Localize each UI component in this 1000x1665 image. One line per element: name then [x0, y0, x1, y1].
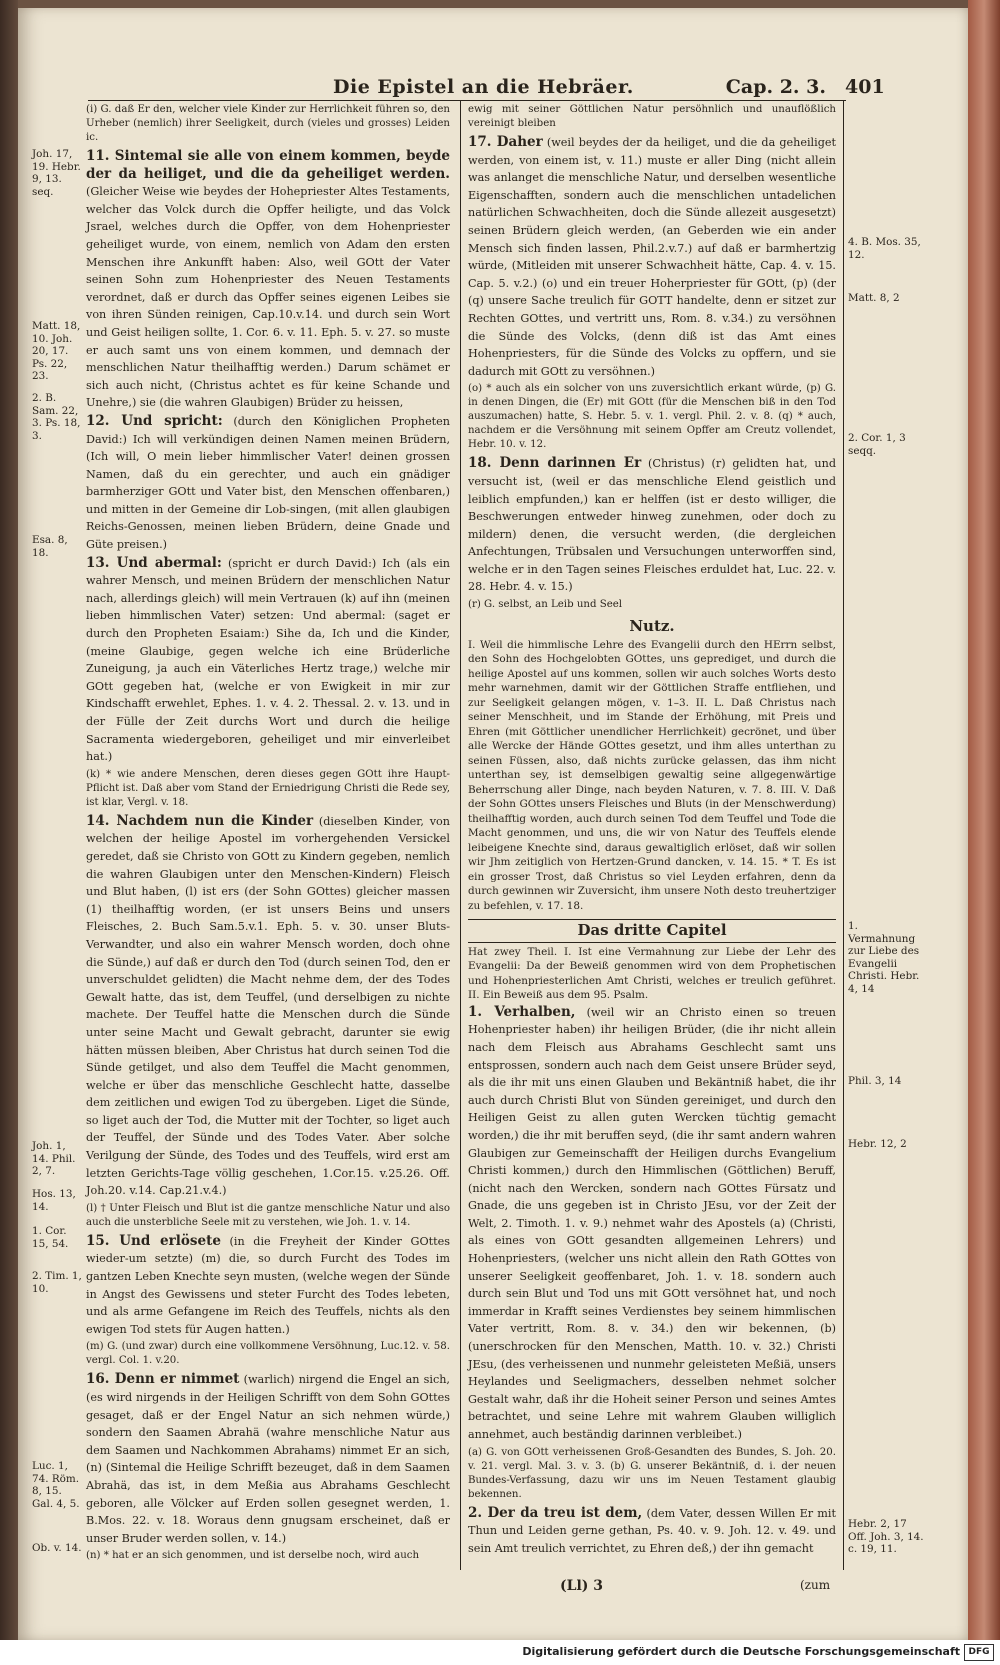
verse-paragraph: [468, 638, 836, 914]
verse-text: Nutz.: [629, 617, 675, 636]
margin-reference: Joh. 1, 14. Phil. 2, 7.: [32, 1140, 76, 1177]
margin-reference: Hos. 13, 14.: [32, 1188, 76, 1213]
verse-paragraph: [468, 455, 836, 596]
page-number: 401: [845, 76, 885, 98]
verse-text: (weil wir an Christo einen so treuen Hohenpriester haben) ihr heiligen Brüder, (die ihr nicht allein nach dem Fleisch aus Abrahams Geschlecht samt uns entsprossen, sondern auch nach dem Geist unsere Brüder seyd, als die ihr mit uns einen Glauben und Bekäntniß habet, die ihr auch durch Christi Blut von Sünden gereiniget, und durch den Heiligen Geist zu allen guten Wercken tüchtig gemacht worden,) die ihr mit beruffen seyd, (die ihr samt andern wahren Glaubigen zur Gemeinschafft der Heiligen durchs Evangelium Christi kommen,) durch den Himmlischen (Göttlichen) Beruff, (nicht nach den Wercken, sondern nach GOttes Fürsatz und Gnade, die uns gegeben ist in Christo JEsu, vor der Zeit der Welt, 2. Timoth. 1. v. 9.) nehmet wahr des Apostels (a) (Christi, als eines von GOtt gesandten allgemeinen Lehrers) und Hohenpriesters, (welcher uns nicht allein den Rath GOttes von unserer Seeligkeit geoffenbaret, Joh. 1. v. 18. sondern auch durch sein Blut und Tod uns mit GOtt versöhnet hat, und noch immerdar in Krafft seines Verdienstes bey seinem himmlischen Vater vertritt, Rom. 8. v. 34.) den wir bekennen, (b) (unerschrocken für den Menschen, Matth. 10. v. 32.) Christi JEsu, (des verheissenen und nunmehr geleisteten Meßiä, unsers Heylandes und Seeligmachers, desselben nehmet solcher Gestalt wahr, daß ihr die Hoheit seiner Person und seines Amtes betrachtet, und seine Lehre mit wahrem Glauben williglich annehmet, auch beständig darinnen verbleibet.): [468, 1005, 837, 1441]
verse-lead: 15. Und erlösete: [86, 1232, 221, 1249]
footer-bar: [0, 1640, 1000, 1665]
margin-reference: Esa. 8, 18.: [32, 534, 68, 559]
margin-reference: Hebr. 12, 2: [848, 1138, 907, 1150]
verse-text: (durch den Königlichen Propheten David:) Ich will verkündigen deinen Namen meinen Brüdern, (Ich will, O mein lieber himmlischer Vater! deinen grossen Namen, daß du ein gerechter, und auch ein gnädiger barmherziger GOtt und Vater bist, den Menschen offenbaren,) und mitten in der Gemeine dir Lob-singen, (mit allen glaubigen Reichs-Genossen, meinen lieben Brüdern, deine Gnade und Güte preisen.): [86, 414, 451, 552]
verse-text: (l) † Unter Fleisch und Blut ist die gantze menschliche Natur und also auch die unsterbliche Seele mit zu verstehen, wie Joh. 1. v. 14.: [86, 1202, 450, 1228]
verse-text: (n) * hat er an sich genommen, und ist derselbe noch, wird auch: [86, 1550, 420, 1562]
section-heading: [468, 618, 836, 636]
verse-text: (dieselben Kinder, von welchen der heilige Apostel im vorhergehenden Versickel geredet, daß sie Christo von GOtt zu Kindern gegeben, nemlich die wahren Glaubigen unter den Menschen-Kindern) Fleisch und Blut haben, (l) ist ers (der Sohn GOttes) gleicher massen (1) theilhafftig worden, (er ist unsers Beins und unsers Fleisches, 2. Buch Sam.5.v.1. Eph. 5. v. 30. unser Bluts-Verwandter, und also ein wahrer Mensch worden, doch ohne die Sünde,) auf daß er durch den Tod (durch seinen Tod, den er unverschuldet gelidten) die Macht nehme dem, der des Todes Gewalt hatte, das ist, dem Teuffel, (und derselbigen zu nichte machete. Der Teuffel hatte die Menschen durch die Sünde unter seine Macht und Gewalt gebracht, darunter sie ewig hätten müssen bleiben, Aber Christus hat durch seinen Tod die Sünde getilget, und also dem Teuffel die Macht genommen, welche er über das menschliche Geschlecht hatte, dasselbe dem zeitlichen und ewigen Tod zu übergeben. Liget die Sünde, so liget auch der Tod, die Mutter mit der Tochter, so liget auch der Teuffel, der Sünde und des Todes Vater. Aber solche Verilgung der Sünde, des Todes und des Teuffels, wird erst am letzten Gerichts-Tage völlig geschehen, 1.Cor.15. v.25.26. Off. Joh.20. v.14. Cap.21.v.4.): [86, 814, 450, 1198]
verse-lead: 17. Daher: [468, 134, 543, 150]
verse-text: (o) * auch als ein solcher von uns zuversichtlich erkant würde, (p) G. in denen Dingen, die (Er) mit GOtt (für die Menschen biß in den Tod auszumachen) hatte, S. Hebr. 5. v. 1. vergl. Phil. 2. v. 8. (q) * auch, nachdem er die Versöhnung mit seinem Opffer am Creutz vollendet, Hebr. 10. v. 12.: [468, 383, 836, 451]
verse-paragraph: [86, 813, 450, 1200]
verse-text: (m) G. (und zwar) durch eine vollkommene Versöhnung, Luc.12. v. 58. vergl. Col. 1. v.20.: [86, 1341, 450, 1367]
margin-reference: 2. Cor. 1, 3 seqq.: [848, 432, 906, 457]
margin-reference: 4. B. Mos. 35, 12.: [848, 236, 921, 261]
verse-text: ewig mit seiner Göttlichen Natur persöhnlich und unauflößlich vereinigt bleiben: [468, 104, 836, 129]
dfg-logo: DFG: [964, 1644, 994, 1661]
verse-text: (Christus) (r) gelidten hat, und versucht ist, (weil er das menschliche Elend geistlich und leiblich empfunden,) kan er helffen (ist er desto williger, die Beschwerungen entweder hinweg zunehmen, oder doch zu mildern) denen, die versucht werden, (die dergleichen Anfechtungen, Trübsalen und Versuchungen unterworffen sind, welche er in den Tagen seines Fleisches erduldet hat, Luc. 22. v. 28. Hebr. 4. v. 15.): [468, 457, 836, 594]
verse-text: (k) * wie andere Menschen, deren dieses gegen GOtt ihre Haupt-Pflicht ist. Daß aber vom Stand der Erniedrigung Christi die Rede sey, ist klar, Vergl. v. 18.: [86, 768, 450, 808]
footnote: [86, 1340, 450, 1368]
verse-lead: 1. Verhalben,: [468, 1003, 576, 1020]
margin-reference: Ob. v. 14.: [32, 1542, 82, 1554]
margin-reference: Luc. 1, 74. Röm. 8, 15. Gal. 4, 5.: [32, 1460, 80, 1510]
right-column: [468, 101, 836, 1558]
footer-credit: Digitalisierung gefördert durch die Deutsche Forschungsgemeinschaft: [522, 1645, 960, 1658]
verse-paragraph: [86, 1233, 450, 1339]
verse-text: Hat zwey Theil. I. Ist eine Vermahnung zur Liebe der Lehr des Evangelii: Da der Beweiß genommen wird von dem Prophetischen und Hohenpriesterlichen Amt Christi, welches er treulich geführet. II. Ein Beweiß aus dem 95. Psalm.: [468, 945, 836, 1002]
verse-paragraph: [468, 134, 836, 380]
verse-lead: 14. Nachdem nun die Kinder: [86, 812, 314, 829]
footnote: [86, 768, 450, 810]
verse-text: (Gleicher Weise wie beydes der Hohepriester Altes Testaments, welcher das Volck durch die Opffer heiligte, und das Volck Jsrael, welches durch die Opffer, von dem Hohenpriester geheiliget wurde, von einem, nemlich von Adam den ersten Menschen ihre Ankunfft haben: Also, weil GOtt der Vater seinen Sohn zum Hohenpriester des Neuen Testaments verordnet, daß er durch das Opffer seines eigenen Leibes sie von ihren Sünden reinigen, Cap.10.v.14. und durch sein Wort und Geist heiligen sollte, 1. Cor. 6. v. 11. Eph. 5. v. 27. so muste er auch samt uns von einem kommen, und demnach der menschlichen Natur theilhafftig werden.) Darum schämet er sich auch nicht, (Christus achtet es für keine Schande und Unehre,) sie (die wahren Glaubigen) Brüder zu heissen,: [86, 185, 450, 410]
margin-reference: 1. Cor. 15, 54.: [32, 1225, 69, 1250]
verse-text: (spricht er durch David:) Ich (als ein wahrer Mensch, und meinen Brüdern der menschlichen Natur nach, allerdings gleich) will mein Vertrauen (k) auf ihn (meinen lieben himmlischen Vater) setzen: Und abermal: (saget er durch den Propheten Esaiam:) Sihe da, Ich und die Kinder, (meine Glaubige, gegen welche ich eine Brüderliche Zuneigung, ja auch ein Väterliches Hertz trage,) welche mir GOtt gegeben hat, (welche er von Ewigkeit in mir zur Kindschafft erwehlet, Ephes. 1. v. 4. 2. Thessal. 2. v. 13. und in der Fülle der Zeit durchs Wort und durch die heilige Sacramenta wiedergeboren, geheiliget und mir einverleibet hat.): [86, 556, 450, 764]
margin-reference: 2. B. Sam. 22, 3. Ps. 18, 3.: [32, 392, 81, 442]
verse-text: (i) G. daß Er den, welcher viele Kinder zur Herrlichkeit führen so, den Urheber (nemlich) ihrer Seeligkeit, durch (vieles und grosses) Leiden ic.: [86, 104, 450, 143]
section-heading: [468, 919, 836, 943]
footnote: [86, 103, 450, 145]
margin-reference: Matt. 8, 2: [848, 292, 900, 304]
footnote: [86, 1549, 450, 1563]
verse-lead: 12. Und spricht:: [86, 412, 223, 429]
verse-paragraph: [86, 555, 450, 766]
verse-lead: 13. Und abermal:: [86, 554, 222, 571]
verse-paragraph: [468, 1004, 836, 1444]
book-edge: [968, 0, 1000, 1665]
catchword: (zum: [800, 1578, 831, 1592]
margin-reference: Hebr. 2, 17 Off. Joh. 3, 14. c. 19, 11.: [848, 1518, 924, 1555]
verse-text: (warlich) nirgend die Engel an sich, (es wird nirgends in der Heiligen Schrifft von dem Sohn GOttes gesaget, daß er der Engel Natur an sich nehmen würde,) sondern den Saamen Abrahä (wahre menschliche Natur aus dem Saamen und Nachkommen Abrahams) nimmet Er an sich, (n) (Sintemal die Heilige Schrifft bezeuget, daß in dem Saamen Abrahä, das ist, in dem Meßia aus Abrahams Geschlecht geboren, alle Völcker auf Erden sollen gesegnet werden, 1. B.Mos. 22. v. 18. Woraus denn gnugsam erscheinet, daß er unser Bruder werden sollen, v. 14.): [86, 1373, 450, 1545]
footnote: [468, 382, 836, 452]
verse-lead: 2. Der da treu ist dem,: [468, 1504, 643, 1521]
header-title: Die Epistel an die Hebräer.: [333, 76, 634, 98]
verse-paragraph: [86, 1371, 450, 1547]
margin-reference: Joh. 17, 19. Hebr. 9, 13. seq.: [32, 148, 81, 198]
verse-lead: 18. Denn darinnen Er: [468, 455, 642, 472]
footnote: [468, 103, 836, 131]
verse-text: (weil beydes der da heiliget, und die da geheiliget werden, von einem ist, v. 11.) muste er aller Ding (nicht allein was anlanget die menschliche Natur, und derselben wesentliche Eigenschafften, sondern auch die menschlichen untadelichen natürlichen Schwachheiten, doch die Sünde allezeit ausgesetzt) seinen Brüdern gleich werden, (an Geberden wie ein ander Mensch sich finden lassen, Phil.2.v.7.) auf daß er barmhertzig würde, (Mitleiden mit unserer Schwachheit hätte, Cap. 4. v. 15. Cap. 5. v.2.) (o) und ein treuer Hoherpriester für GOtt, (p) (der (q) unsere Sache treulich für GOTT handelte, denn er sitzet zur Rechten GOttes, und vertritt uns, Rom. 8. v.34.) zu versöhnen die Sünde des Volcks, (denn diß ist das Amt eines Hohenpriesters, für die Sünde des Volcks zu opffern, und sie dadurch mit GOtt zu versöhnen.): [468, 136, 836, 378]
verse-paragraph: [468, 1505, 836, 1558]
margin-reference: 2. Tim. 1, 10.: [32, 1270, 82, 1295]
signature-mark: (Ll) 3: [560, 1578, 604, 1594]
left-column: [86, 101, 450, 1566]
header-chapter: Cap. 2. 3.: [725, 76, 826, 98]
margin-reference: 1. Vermahnung zur Liebe des Evangelii Christi. Hebr. 4, 14: [848, 920, 920, 995]
footnote: [468, 598, 836, 612]
verse-text: (r) G. selbst, an Leib und Seel: [468, 599, 623, 611]
verse-text: Das dritte Capitel: [577, 921, 727, 940]
margin-reference: Phil. 3, 14: [848, 1075, 902, 1087]
verse-paragraph: [86, 148, 450, 412]
verse-text: (in die Freyheit der Kinder GOttes wieder-um setzte) (m) die, so durch Furcht des Todes im gantzen Leben Knechte seyn musten, (welche wegen der Sünde in Angst des Gewissens und steter Furcht des Todes lebeten, und als arme Gefangene im Reich des Teuffels, nichts als den ewigen Tod stets für Augen hatten.): [86, 1234, 450, 1336]
verse-paragraph: [86, 413, 450, 554]
verse-lead: 11. Sintemal sie alle von einem kommen, beyde der da heiliget, und die da geheiliget werden.: [86, 148, 450, 182]
footnote: [86, 1202, 450, 1230]
verse-paragraph: [468, 945, 836, 1003]
verse-text: (dem Vater, dessen Willen Er mit Thun und Leiden gerne gethan, Ps. 40. v. 9. Joh. 12. v. 49. und sein Amt treulich verrichtet, zu Ehren deß,) der ihn gemacht: [468, 1506, 836, 1555]
verse-lead: 16. Denn er nimmet: [86, 1371, 240, 1388]
verse-text: (a) G. von GOtt verheissenen Groß-Gesandten des Bundes, S. Joh. 20. v. 21. vergl. Mal. 3. v. 3. (b) G. unserer Bekäntniß, d. i. der neuen Bundes-Verfassung, dazu wir uns im Neuen Testament glaubig bekennen.: [468, 1446, 836, 1500]
column-rule: [460, 100, 461, 1570]
margin-rule: [843, 100, 844, 1570]
running-header: [88, 76, 846, 101]
footnote: [468, 1446, 836, 1502]
margin-reference: Matt. 18, 10. Joh. 20, 17. Ps. 22, 23.: [32, 320, 81, 382]
verse-text: I. Weil die himmlische Lehre des Evangelii durch den HErrn selbst, den Sohn des Hochgelobten GOttes, uns geprediget, und durch die heilige Apostel auf uns kommen, sollen wir auch solches Worts desto mehr warnehmen, damit wir der Göttlichen Straffe entfliehen, und zur Seeligkeit gelangen mögen, v. 1–3. II. L. Daß Christus nach seiner Menschheit, und im Stande der Erhöhung, mit Preis und Ehren (mit Göttlicher unendlicher Herrlichkeit) gecrönet, und über alle Wercke der Hände GOttes gesetzt, und ihm alles unterthan zu seinen Füssen, also, daß nichts zurücke gelassen, das ihm nicht unterthan sey, ist demselbigen gewaltig seine allgegenwärtige Beherrschung aller Dinge, nach beyden Naturen, v. 7. 8. III. V. Daß der Sohn GOttes unsers Fleisches und Bluts (in der Menschwerdung) theilhafftig worden, auch durch seinen Tod dem Teuffel und Tode die Macht genommen, und uns, die wir von Natur des Teuffels elende leibeigene Knechte sind, daraus gewaltiglich erlöset, daß wir sollen wir Jhm zeitiglich von Hertzen-Grund dancken, v. 14. 15. * T. Es ist ein grosser Trost, daß Christus so viel Leyden erfahren, denn da durch gewinnen wir Zuversicht, ihm unsere Noth desto treuhertziger zu befehlen, v. 17. 18.: [468, 638, 836, 912]
